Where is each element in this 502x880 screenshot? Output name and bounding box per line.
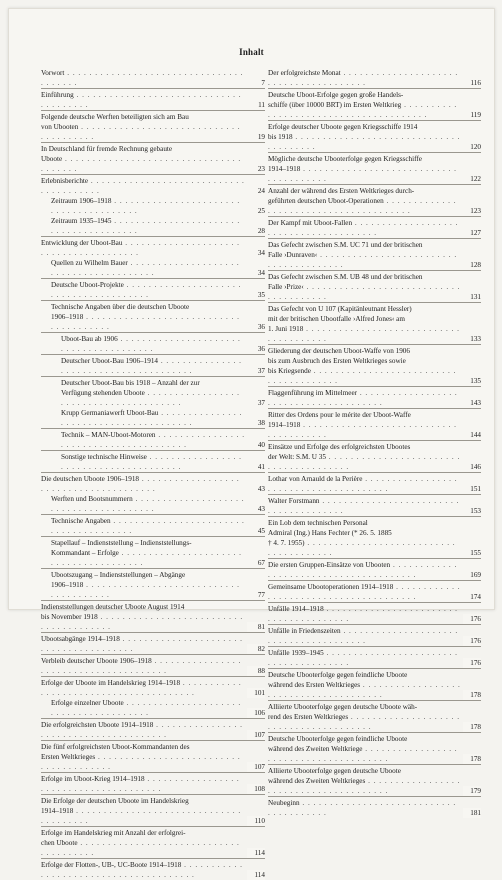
toc-entry-title: Deutsche Ubooterfolge gegen feindliche Uboote während des Ersten Weltkrieges . . . <box>268 670 461 700</box>
toc-entry-page: 146 <box>463 462 481 472</box>
toc-entry-title: Unfälle 1939–1945 . . . <box>268 648 461 668</box>
toc-entry-title: Krupp Germaniawerft Uboot-Bau . . . <box>61 408 245 428</box>
toc-entry-title: Unfälle in Friedenszeiten . . . <box>268 626 461 646</box>
toc-entry-page: 174 <box>463 592 481 602</box>
toc-entry-title: Der Kampf mit Uboot-Fallen . . . <box>268 218 461 238</box>
toc-entry-title: Ubootsabgänge 1914–1918 . . . <box>41 634 245 654</box>
toc-entry-page: 28 <box>247 226 265 236</box>
toc-entry-title: Einsätze und Erfolge des erfolgreichsten Ubootes der Welt: S.M. U 35 . . . <box>268 442 461 472</box>
toc-entry <box>268 516 481 558</box>
toc-entry-page: 114 <box>247 848 265 858</box>
toc-entry-page: 135 <box>463 376 481 386</box>
toc-entry-page: 88 <box>247 666 265 676</box>
toc-entry-title: Entwicklung der Uboot-Bau . . . <box>41 238 245 258</box>
toc-entry-page: 40 <box>247 440 265 450</box>
toc-entry <box>268 216 481 238</box>
toc-entry <box>268 646 481 668</box>
toc-entry <box>268 88 481 120</box>
toc-entry-page: 23 <box>247 164 265 174</box>
toc-entry-page: 25 <box>247 206 265 216</box>
toc-entry-page: 67 <box>247 558 265 568</box>
toc-entry-title: Das Gefecht zwischen S.M. UC 71 und der britischen Falle ›Dunraven‹ . . . <box>268 240 461 270</box>
toc-entry-title: Neubeginn . . . <box>268 798 461 818</box>
toc-entry <box>268 624 481 646</box>
toc-entry-title: Unfälle 1914–1918 . . . <box>268 604 461 624</box>
toc-entry <box>41 142 265 174</box>
toc-entry-title: Uboot-Bau ab 1906 . . . <box>61 334 245 354</box>
toc-entry-page: 120 <box>463 142 481 152</box>
toc-entry <box>41 826 265 858</box>
toc-entry-page: 35 <box>247 290 265 300</box>
toc-entry-page: 82 <box>247 644 265 654</box>
toc-entry-page: 114 <box>247 870 265 880</box>
toc-entry-title: Flaggenführung im Mittelmeer . . . <box>268 388 461 408</box>
toc-entry-title: Die deutschen Uboote 1906–1918 . . . <box>41 474 245 494</box>
toc-entry-page: 176 <box>463 614 481 624</box>
toc-column-right <box>268 68 481 818</box>
toc-entry <box>41 110 265 142</box>
toc-entry-page: 38 <box>247 418 265 428</box>
toc-entry <box>41 68 265 88</box>
toc-entry-title: Das Gefecht von U 107 (Kapitänleutnant Hessler) mit der britischen Ubootfalle ›Alfred Jones‹ am 1. Juni 1918 . . . <box>268 304 461 344</box>
toc-entry-title: Ubootszugang – Indienststellungen – Abgänge 1906–1918 . . . <box>51 570 245 600</box>
toc-entry <box>268 602 481 624</box>
toc-entry <box>41 568 265 600</box>
toc-entry-title: Deutsche Uboot-Erfolge gegen große Handels- schiffe (über 10000 BRT) im Ersten Weltkrieg . . . <box>268 90 461 120</box>
toc-entry-title: Werften und Bootsnummern . . . <box>51 494 245 514</box>
page-title: Inhalt <box>239 47 264 57</box>
toc-entry <box>41 772 265 794</box>
toc-entry <box>41 354 265 376</box>
toc-entry-page: 36 <box>247 344 265 354</box>
toc-entry-page: 107 <box>247 762 265 772</box>
toc-entry-title: Zeitraum 1906–1918 . . . <box>51 196 245 216</box>
toc-entry-title: Ritter des Ordens pour le mérite der Uboot-Waffe 1914–1918 . . . <box>268 410 461 440</box>
toc-entry-title: Gliederung der deutschen Uboot-Waffe von 1906 bis zum Ausbruch des Ersten Weltkrieges sowie bis Kriegsende . . . <box>268 346 461 386</box>
toc-entry <box>268 120 481 152</box>
toc-entry-title: Erfolge im Handelskrieg mit Anzahl der erfolgrei- chen Uboote . . . <box>41 828 245 858</box>
toc-entry <box>268 238 481 270</box>
toc-entry <box>41 300 265 332</box>
toc-entry-page: 153 <box>463 506 481 516</box>
toc-entry <box>268 184 481 216</box>
toc-entry-page: 151 <box>463 484 481 494</box>
toc-entry-page: 143 <box>463 398 481 408</box>
toc-entry-page: 144 <box>463 430 481 440</box>
toc-entry <box>41 236 265 258</box>
toc-entry-title: Folgende deutsche Werften beteiligten sich am Bau von Ubooten . . . <box>41 112 245 142</box>
toc-entry-title: Lothar von Arnauld de la Perière . . . <box>268 474 461 494</box>
toc-entry-title: Verbleib deutscher Uboote 1906–1918 . . . <box>41 656 245 676</box>
toc-entry <box>268 764 481 796</box>
toc-entry <box>41 174 265 196</box>
toc-entry <box>41 514 265 536</box>
toc-entry-page: 7 <box>247 78 265 88</box>
toc-entry-title: Deutsche Ubooterfolge gegen feindliche Uboote während des Zweiten Weltkriege . . . <box>268 734 461 764</box>
toc-entry-page: 178 <box>463 754 481 764</box>
toc-entry-page: 128 <box>463 260 481 270</box>
toc-entry-page: 41 <box>247 462 265 472</box>
toc-entry <box>268 494 481 516</box>
toc-entry-title: Indienststellungen deutscher Uboote August 1914 bis November 1918 . . . <box>41 602 245 632</box>
toc-entry-title: Technische Angaben . . . <box>51 516 245 536</box>
toc-entry <box>41 536 265 568</box>
toc-entry <box>268 440 481 472</box>
toc-entry-page: 34 <box>247 268 265 278</box>
toc-entry-title: Technik – MAN-Uboot-Motoren . . . <box>61 430 245 450</box>
toc-entry <box>41 632 265 654</box>
toc-entry <box>41 472 265 494</box>
toc-entry <box>268 668 481 700</box>
toc-entry-title: Zeitraum 1935–1945 . . . <box>51 216 245 236</box>
toc-entry <box>268 732 481 764</box>
toc-entry <box>41 600 265 632</box>
toc-entry-page: 169 <box>463 570 481 580</box>
toc-entry-title: Der erfolgreichste Monat . . . <box>268 68 461 88</box>
toc-entry-page: 19 <box>247 132 265 142</box>
toc-entry <box>268 270 481 302</box>
toc-entry-page: 107 <box>247 730 265 740</box>
toc-entry-title: Erfolge deutscher Uboote gegen Kriegsschiffe 1914 bis 1918 . . . <box>268 122 461 152</box>
toc-entry-title: Sonstige technische Hinweise . . . <box>61 452 245 472</box>
toc-entry <box>41 376 265 408</box>
toc-entry-page: 176 <box>463 636 481 646</box>
toc-entry-page: 101 <box>247 688 265 698</box>
toc-entry-title: Erfolge im Uboot-Krieg 1914–1918 . . . <box>41 774 245 794</box>
toc-column-left <box>41 68 265 880</box>
toc-entry-title: Die ersten Gruppen-Einsätze von Ubooten . . . <box>268 560 461 580</box>
toc-entry <box>41 858 265 880</box>
toc-entry <box>41 428 265 450</box>
toc-entry-title: Erfolge der Flotten-, UB-, UC-Boote 1914–1918 . . . <box>41 860 245 880</box>
toc-entry-title: Einführung . . . <box>41 90 245 110</box>
toc-entry <box>268 558 481 580</box>
toc-entry <box>268 472 481 494</box>
toc-entry-title: Deutsche Uboot-Projekte . . . <box>51 280 245 300</box>
toc-entry <box>268 68 481 88</box>
toc-entry-page: 122 <box>463 174 481 184</box>
toc-entry <box>268 700 481 732</box>
page-sheet <box>8 8 495 879</box>
toc-entry-title: Erfolge der Uboote im Handelskrieg 1914–1918 . . . <box>41 678 245 698</box>
toc-entry-title: Erfolge einzelner Uboote . . . <box>51 698 245 718</box>
toc-entry-page: 123 <box>463 206 481 216</box>
toc-entry-title: Technische Angaben über die deutschen Uboote 1906–1918 . . . <box>51 302 245 332</box>
toc-entry <box>268 580 481 602</box>
toc-entry-title: Deutscher Uboot-Bau 1906–1914 . . . <box>61 356 245 376</box>
toc-entry-title: Die Erfolge der deutschen Uboote im Handelskrieg 1914–1918 . . . <box>41 796 245 826</box>
toc-entry-page: 36 <box>247 322 265 332</box>
toc-entry <box>41 698 265 718</box>
toc-entry-page: 116 <box>463 78 481 88</box>
toc-entry-page: 81 <box>247 622 265 632</box>
toc-entry-page: 43 <box>247 504 265 514</box>
toc-entry <box>41 450 265 472</box>
toc-entry-page: 11 <box>247 100 265 110</box>
toc-entry <box>41 718 265 740</box>
toc-entry-title: Stapellauf – Indienststellung – Indienststellungs- Kommandant – Erfolge . . . <box>51 538 245 568</box>
toc-entry <box>41 88 265 110</box>
toc-entry-page: 131 <box>463 292 481 302</box>
toc-entry-title: Gemeinsame Ubootoperationen 1914–1918 . . . <box>268 582 461 602</box>
toc-entry-page: 119 <box>463 110 481 120</box>
toc-entry-page: 34 <box>247 248 265 258</box>
toc-entry <box>41 654 265 676</box>
toc-entry-title: In Deutschland für fremde Rechnung gebaute Uboote . . . <box>41 144 245 174</box>
toc-entry <box>41 676 265 698</box>
toc-entry-title: Mögliche deutsche Ubooterfolge gegen Kriegsschiffe 1914–1918 . . . <box>268 154 461 184</box>
toc-entry-page: 43 <box>247 484 265 494</box>
toc-entry-title: Quellen zu Wilhelm Bauer . . . <box>51 258 245 278</box>
toc-entry-title: Ein Lob dem technischen Personal Admiral (Ing.) Hans Fechter (* 26. 5. 1885 † 4. 7. 1955) . . . <box>268 518 461 558</box>
toc-entry-title: Anzahl der während des Ersten Weltkrieges durch- geführten deutschen Uboot-Operationen . . . <box>268 186 461 216</box>
toc-entry <box>41 216 265 236</box>
toc-entry <box>41 794 265 826</box>
toc-entry-page: 24 <box>247 186 265 196</box>
toc-entry-page: 181 <box>463 808 481 818</box>
toc-entry-title: Erlebnisberichte . . . <box>41 176 245 196</box>
toc-entry-page: 45 <box>247 526 265 536</box>
toc-entry-page: 127 <box>463 228 481 238</box>
toc-entry <box>268 302 481 344</box>
toc-entry-page: 37 <box>247 366 265 376</box>
toc-entry-title: Deutscher Uboot-Bau bis 1918 – Anzahl der zur Verfügung stehenden Uboote . . . <box>61 378 245 408</box>
toc-entry <box>268 386 481 408</box>
toc-entry <box>41 494 265 514</box>
toc-entry-title: Alliierte Ubooterfolge gegen deutsche Uboote während des Zweiten Weltkrieges . . . <box>268 766 461 796</box>
toc-entry <box>41 196 265 216</box>
toc-entry-title: Die fünf erfolgreichsten Uboot-Kommandanten des Ersten Weltkrieges . . . <box>41 742 245 772</box>
toc-entry <box>268 408 481 440</box>
toc-entry-page: 37 <box>247 398 265 408</box>
toc-entry-page: 77 <box>247 590 265 600</box>
toc-entry-page: 110 <box>247 816 265 826</box>
toc-entry-title: Die erfolgreichsten Uboote 1914–1918 . . . <box>41 720 245 740</box>
toc-entry-page: 133 <box>463 334 481 344</box>
toc-entry <box>268 344 481 386</box>
toc-entry-title: Das Gefecht zwischen S.M. UB 48 und der britischen Falle ›Prize‹ . . . <box>268 272 461 302</box>
toc-entry <box>268 796 481 818</box>
toc-entry <box>268 152 481 184</box>
toc-entry <box>41 258 265 278</box>
toc-entry-title: Alliierte Ubooterfolge gegen deutsche Uboote wäh- rend des Ersten Weltkrieges . . . <box>268 702 461 732</box>
toc-entry-title: Vorwort . . . <box>41 68 245 88</box>
toc-entry-page: 108 <box>247 784 265 794</box>
toc-entry <box>41 408 265 428</box>
toc-entry-page: 178 <box>463 690 481 700</box>
toc-entry <box>41 332 265 354</box>
toc-entry-page: 155 <box>463 548 481 558</box>
toc-entry-title: Walter Forstmann . . . <box>268 496 461 516</box>
toc-entry-page: 179 <box>463 786 481 796</box>
toc-entry <box>41 278 265 300</box>
toc-entry <box>41 740 265 772</box>
toc-entry-page: 178 <box>463 722 481 732</box>
toc-entry-page: 176 <box>463 658 481 668</box>
toc-entry-page: 106 <box>247 708 265 718</box>
